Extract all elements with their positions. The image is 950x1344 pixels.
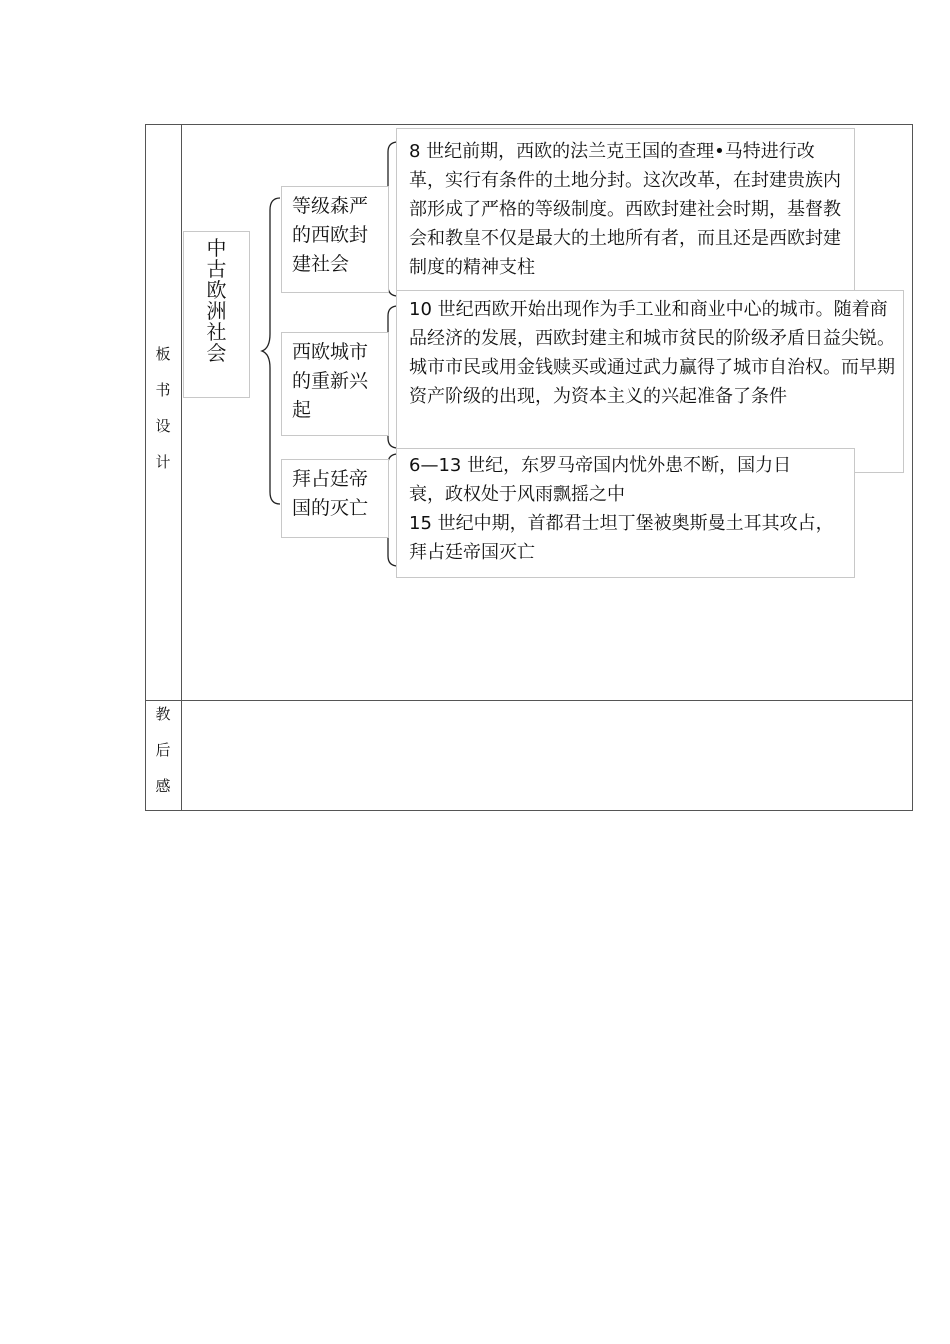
table-border-right [912, 124, 913, 811]
table-row-divider [145, 700, 913, 701]
row-label-char: 设 [155, 417, 171, 435]
detail-city-revival [396, 290, 904, 473]
detail-feudal-society [396, 128, 855, 298]
table-border-left [145, 124, 146, 811]
row-label-char: 计 [155, 453, 171, 471]
table-column-divider [181, 124, 182, 811]
topic-label: 西欧城市的重新兴起 [292, 341, 369, 421]
topic-label: 等级森严的西欧封建社会 [292, 195, 369, 275]
row-label-char: 板 [155, 345, 171, 363]
row-label-char: 书 [155, 381, 171, 399]
mindmap-root-title: 中古欧洲社会 [206, 236, 227, 365]
table-border-bottom [145, 810, 913, 811]
detail-text-line: 6—13 世纪，东罗马帝国内忧外患不断，国力日衰，政权处于风雨飘摇之中 [409, 455, 792, 505]
row-label-char: 教 [155, 705, 171, 723]
table-border-top [145, 124, 913, 125]
detail-byzantine-fall [396, 448, 855, 578]
topic-label: 拜占廷帝国的灭亡 [292, 468, 369, 519]
mindmap-root [183, 231, 250, 398]
detail-text: 8 世纪前期，西欧的法兰克王国的查理•马特进行改革，实行有条件的土地分封。这次改革，在封建贵族内部形成了严格的等级制度。西欧封建社会时期，基督教会和教皇不仅是最大的土地所有者，而且还是西欧封建制度的精神支柱 [409, 141, 841, 278]
topic-byzantine-fall [281, 459, 389, 538]
row-label-blackboard-design [153, 336, 173, 480]
detail-text-line: 15 世纪中期，首都君士坦丁堡被奥斯曼土耳其攻占，拜占廷帝国灭亡 [409, 513, 834, 563]
topic-city-revival [281, 332, 389, 436]
topic-feudal-society [281, 186, 389, 293]
detail-text: 10 世纪西欧开始出现作为手工业和商业中心的城市。随着商品经济的发展，西欧封建主和城市贫民的阶级矛盾日益尖锐。城市市民或用金钱赎买或通过武力赢得了城市自治权。而早期资产阶级的出现，为资本主义的兴起准备了条件 [409, 299, 895, 407]
row-label-char: 后 [155, 741, 171, 759]
row-label-char: 感 [155, 777, 171, 795]
row-label-reflection [153, 696, 173, 804]
